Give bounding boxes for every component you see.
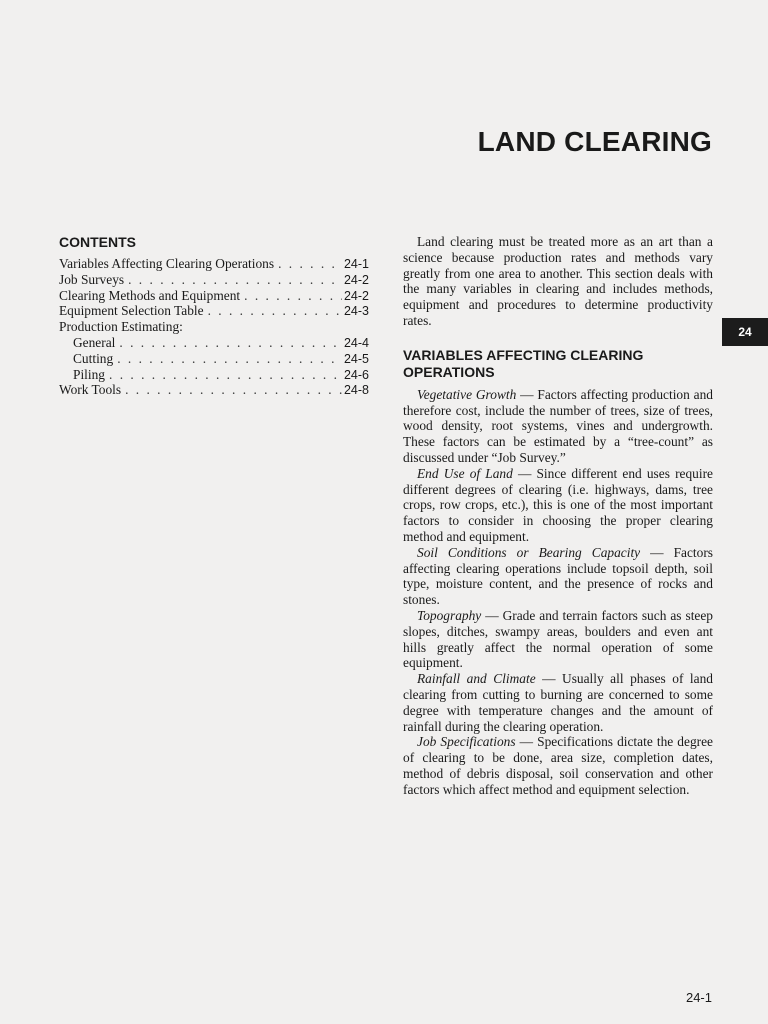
variable-description: — Factors affecting production and therefore cost, include the number of trees, size of trees, wood density, root systems, vines and undergrowth. These factors can be estimated by a “tree-count” as discussed under “Job Survey.” [403,386,713,465]
toc-leader-dots [278,256,342,272]
toc-item-label: Variables Affecting Clearing Operations [59,256,275,271]
variable-paragraph [403,545,713,608]
toc-leader-dots [109,367,342,383]
variable-description: — Usually all phases of land clearing from cutting to burning are concerned to some degree with temperature changes and the amount of rainfall during the clearing operation. [403,671,713,734]
page-number: 24-1 [685,990,712,1005]
toc-item [59,256,369,272]
variable-term: End Use of Land [417,465,513,481]
toc-leader-dots [244,288,342,304]
toc-item-page: 24-3 [343,304,369,319]
toc-item [59,303,369,319]
toc-item-page: 24-2 [343,288,369,303]
variable-term: Soil Conditions or Bearing Capacity [417,544,641,560]
toc-leader-dots [125,382,342,398]
contents-panel [59,234,369,398]
toc-item-label: Clearing Methods and Equipment [59,287,241,303]
intro-paragraph: Land clearing must be treated more as an art than a science because production rates and methods vary greatly from one area to another. This section deals with the many variables in clearing and includes methods, equipment and procedures to determine productivity rates. [403,234,713,328]
toc-leader-dots [128,272,342,288]
variable-paragraph [403,671,713,734]
variable-term: Topography [417,607,482,623]
toc-item-label: Job Surveys [59,271,125,287]
toc-item-label: Work Tools [59,382,122,398]
variable-paragraph [403,466,713,545]
variable-description: — Grade and terrain factors such as steep slopes, ditches, swampy areas, boulders and even ant hills greatly affect the normal operation of some equipment. [403,607,713,671]
toc-item-label: Piling [73,366,105,382]
toc-item [59,319,369,335]
toc-item-page: 24-2 [343,272,369,287]
toc-item-label: Equipment Selection Table [59,303,204,319]
toc-item [59,288,369,304]
toc-item [59,351,369,367]
section-tab: 24 [722,318,768,346]
toc-item-page: 24-8 [343,383,369,398]
toc-item [59,382,369,398]
toc-item-label: General [73,334,116,350]
toc-list [59,256,369,398]
toc-item-label: Cutting [73,350,114,366]
variable-description: — Specifications dictate the degree of clearing to be done, area size, completion dates, method of debris disposal, soil conservation and other factors which affect method and equipment selection. [403,734,713,797]
page-title: LAND CLEARING [477,126,712,157]
toc-item-page: 24-6 [343,367,369,382]
toc-leader-dots [119,335,342,351]
variable-description: — Since different end uses require different degrees of clearing (i.e. highways, dams, tree crops, row crops, etc.), this is one of the most important factors to consider in choosing the proper clearing method and equipment. [403,465,713,544]
toc-item-page: 24-1 [343,257,369,271]
contents-heading: CONTENTS [59,234,136,250]
variables-list [403,387,713,798]
variable-paragraph [403,387,713,466]
variable-term: Job Specifications [417,734,516,750]
toc-item [59,367,369,383]
variable-paragraph [403,608,713,671]
variable-paragraph [403,734,713,797]
toc-leader-dots [117,351,342,367]
toc-item [59,272,369,288]
variable-term: Vegetative Growth [417,386,517,402]
toc-item [59,335,369,351]
variable-description: — Factors affecting clearing operations include topsoil depth, soil type, moisture content, and the presence of rocks and stones. [403,544,713,608]
variable-term: Rainfall and Climate [417,671,536,687]
main-text-column [403,234,713,798]
toc-item-page: 24-4 [343,335,369,350]
toc-item-page: 24-5 [343,351,369,366]
toc-leader-dots [208,303,342,319]
toc-item-label: Production Estimating: [59,319,183,335]
variables-heading: VARIABLES AFFECTING CLEARING OPERATIONS [403,346,644,380]
